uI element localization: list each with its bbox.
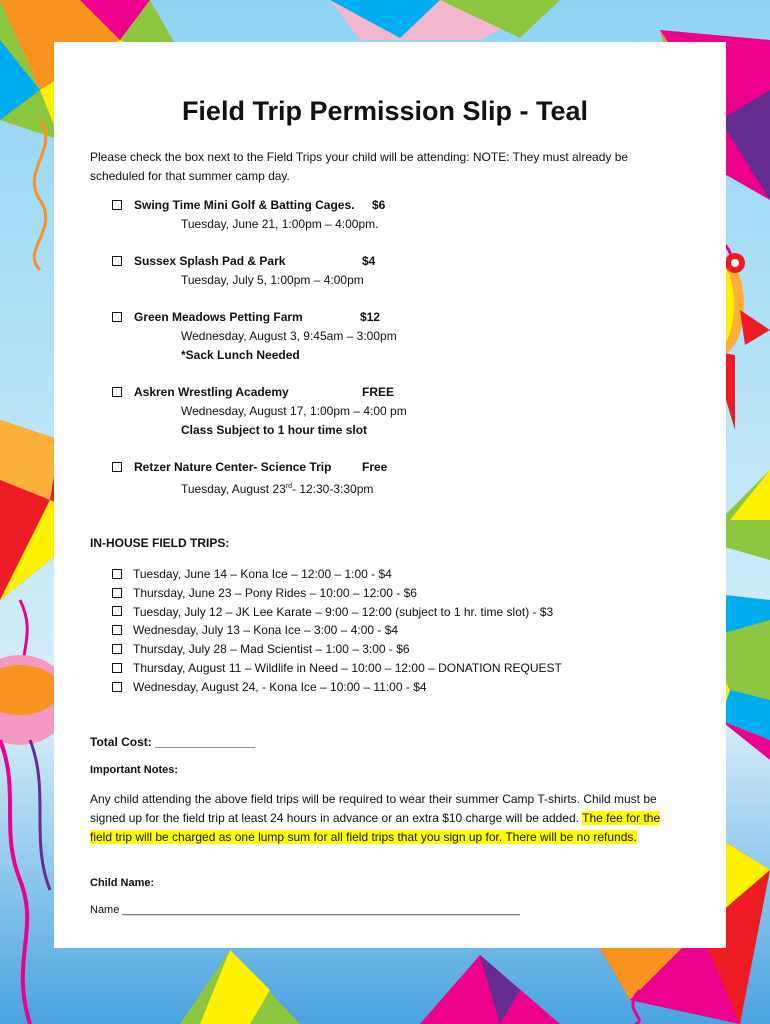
notes-plain: Any child attending the above field trips will be required to wear their summer Camp T-shirts. Child must be signed up for the field trip at least 24 hours in advance or an extra $10 charge will be added. xyxy=(90,792,657,825)
important-notes-text xyxy=(90,790,685,847)
inhouse-item xyxy=(112,678,562,697)
inhouse-item xyxy=(112,584,562,603)
child-name-label: Child Name: xyxy=(90,877,155,889)
trip-item xyxy=(112,196,386,234)
trip-time: - 12:30-3:30pm xyxy=(291,482,374,496)
inhouse-label: Wednesday, July 13 – Kona Ice – 3:00 – 4:00 - $4 xyxy=(133,623,399,638)
trip-details xyxy=(112,477,373,499)
trip-price: FREE xyxy=(362,385,395,399)
intro-text: Please check the box next to the Field Trips your child will be attending: NOTE: They must already be scheduled for that summer camp day. xyxy=(90,150,629,183)
trip-date: Tuesday, August 23 xyxy=(181,482,286,496)
trip-checkbox[interactable] xyxy=(112,256,122,266)
inhouse-label: Wednesday, August 24, - Kona Ice – 10:00 – 11:00 - $4 xyxy=(133,679,427,694)
trip-name: Swing Time Mini Golf & Batting Cages. xyxy=(134,198,355,212)
inhouse-list xyxy=(112,565,562,697)
inhouse-label: Tuesday, June 14 – Kona Ice – 12:00 – 1:00 - $4 xyxy=(133,567,392,581)
notes-highlight: The fee for the field trip will be charged as one lump sum for all field trips that you sign up for. There will be no refunds. xyxy=(90,811,661,844)
trip-name: Retzer Nature Center- Science Trip xyxy=(134,460,332,474)
inhouse-item xyxy=(112,565,562,584)
trip-name: Askren Wrestling Academy xyxy=(134,385,289,399)
inhouse-heading: IN-HOUSE FIELD TRIPS: xyxy=(90,536,230,550)
inhouse-checkbox[interactable] xyxy=(112,588,122,598)
trip-details: Wednesday, August 3, 9:45am – 3:00pm xyxy=(181,329,397,343)
trip-note: Class Subject to 1 hour time slot xyxy=(181,423,368,437)
trip-checkbox[interactable] xyxy=(112,462,122,472)
trip-note: *Sack Lunch Needed xyxy=(181,348,300,362)
inhouse-item xyxy=(112,621,562,640)
trip-details: Wednesday, August 17, 1:00pm – 4:00 pm xyxy=(181,404,407,418)
trip-price: $4 xyxy=(362,254,376,268)
trip-checkbox[interactable] xyxy=(112,387,122,397)
date-suffix: rd xyxy=(285,483,292,490)
inhouse-label: Tuesday, July 12 – JK Lee Karate – 9:00 – 12:00 (subject to 1 hr. time slot) - $3 xyxy=(133,604,554,619)
inhouse-checkbox[interactable] xyxy=(112,569,122,579)
inhouse-item xyxy=(112,659,562,678)
inhouse-checkbox[interactable] xyxy=(112,625,122,635)
inhouse-item xyxy=(112,603,562,622)
important-notes-label: Important Notes: xyxy=(90,764,178,776)
inhouse-checkbox[interactable] xyxy=(112,682,122,692)
trip-price: Free xyxy=(362,460,388,474)
trip-price: $6 xyxy=(372,198,386,212)
trip-price: $12 xyxy=(360,310,381,324)
trip-details: Tuesday, June 21, 1:00pm – 4:00pm. xyxy=(181,217,379,231)
trip-checkbox[interactable] xyxy=(112,200,122,210)
name-field[interactable]: Name _________________________________________________________________ xyxy=(90,904,521,916)
inhouse-label: Thursday, July 28 – Mad Scientist – 1:00 – 3:00 - $6 xyxy=(133,642,410,657)
total-cost-field[interactable]: Total Cost: _______________ xyxy=(90,735,256,749)
trip-item xyxy=(112,458,388,499)
inhouse-checkbox[interactable] xyxy=(112,606,122,616)
inhouse-item xyxy=(112,640,562,659)
trip-item xyxy=(112,383,407,440)
page-title: Field Trip Permission Slip - Teal xyxy=(181,96,589,126)
trip-checkbox[interactable] xyxy=(112,312,122,322)
trip-name: Sussex Splash Pad & Park xyxy=(134,254,286,268)
inhouse-label: Thursday, August 11 – Wildlife in Need – 10:00 – 12:00 – DONATION REQUEST xyxy=(133,660,562,675)
trip-details: Tuesday, July 5, 1:00pm – 4:00pm xyxy=(181,273,364,287)
trip-name: Green Meadows Petting Farm xyxy=(134,310,303,324)
inhouse-label: Thursday, June 23 – Pony Rides – 10:00 – 12:00 - $6 xyxy=(133,585,417,600)
inhouse-checkbox[interactable] xyxy=(112,644,122,654)
trip-item xyxy=(112,308,397,365)
trip-item xyxy=(112,252,376,290)
inhouse-checkbox[interactable] xyxy=(112,663,122,673)
